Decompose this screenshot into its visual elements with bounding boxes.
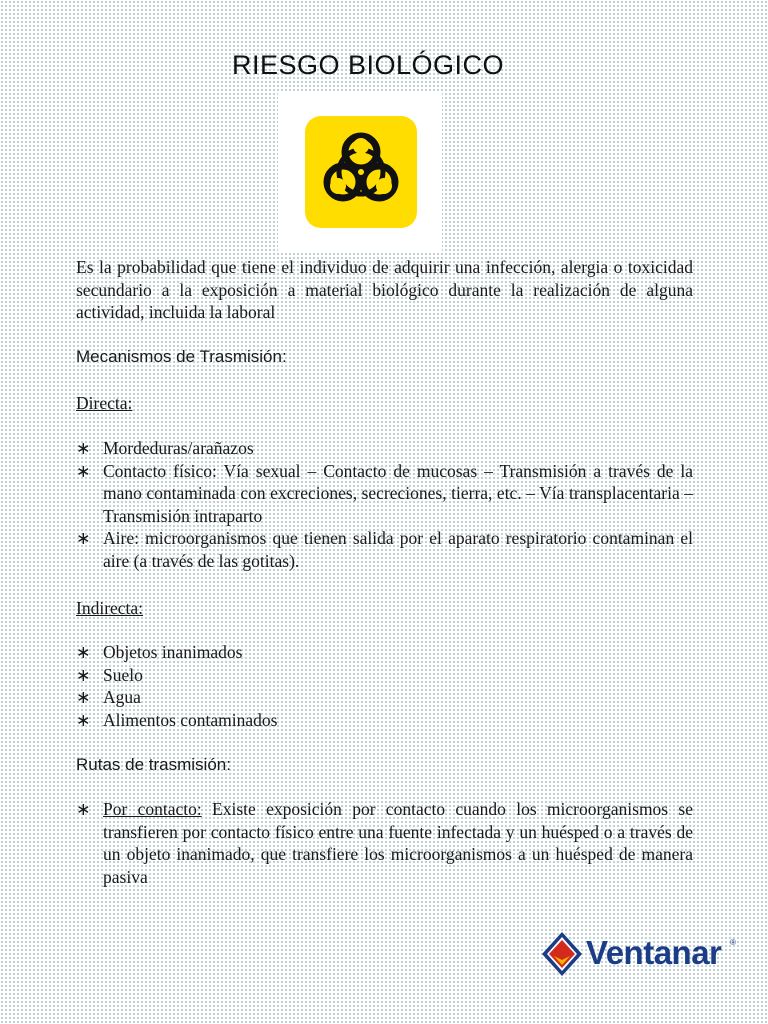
bullet-icon: ∗	[76, 642, 91, 663]
list-item: ∗ Mordeduras/arañazos	[76, 437, 254, 458]
registered-mark: ®	[730, 938, 736, 947]
list-item: ∗ Suelo	[76, 664, 143, 685]
list-item: ∗ Alimentos contaminados	[76, 709, 278, 730]
document-body	[76, 256, 693, 888]
biohazard-icon	[305, 116, 417, 228]
list-item: ∗ Agua	[76, 687, 141, 708]
list-item: ∗ Contacto físico: Vía sexual – Contacto de mucosas – Transmisión a través de la mano contaminada con excreciones, secreciones, tierra, etc. – Vía transplacentaria – Transmisión intraparto	[76, 460, 693, 526]
route-label: Por contacto:	[103, 799, 202, 820]
indirect-list	[76, 641, 693, 731]
ventanar-logo-mark	[540, 930, 584, 978]
list-item: ∗ Aire: microorganismos que tienen salida por el aparato respiratorio contaminan el aire (a través de las gotitas).	[76, 528, 693, 571]
hazard-image	[278, 92, 442, 252]
ventanar-logo	[540, 930, 740, 980]
bullet-icon: ∗	[76, 460, 91, 481]
list-item	[76, 798, 693, 888]
routes-list	[76, 798, 693, 888]
indirect-label: Indirecta:	[76, 597, 144, 618]
page-title: RIESGO BIOLÓGICO	[231, 50, 505, 80]
routes-heading: Rutas de trasmisión:	[76, 754, 231, 774]
intro-paragraph: Es la probabilidad que tiene el individuo de adquirir una infección, alergia o toxicidad secundario a la exposición a material biológico durante la realización de alguna actividad, incluida la laboral	[76, 257, 693, 323]
bullet-icon: ∗	[76, 437, 91, 458]
logo-text: Ventanar	[586, 934, 722, 971]
bullet-icon: ∗	[76, 799, 91, 820]
direct-label: Directa:	[76, 393, 133, 414]
bullet-icon: ∗	[76, 709, 91, 730]
bullet-icon: ∗	[76, 687, 91, 708]
bullet-icon: ∗	[76, 664, 91, 685]
route-text: Existe exposición por contacto cuando los microorganismos se transfieren por contacto físico entre una fuente infectada y un huésped o a través de un objeto inanimado, que transfiere los microorganismos a un huésped de manera pasiva	[103, 799, 693, 887]
list-item: ∗ Objetos inanimados	[76, 642, 243, 663]
direct-list	[76, 437, 693, 573]
mechanisms-heading: Mecanismos de Trasmisión:	[76, 346, 287, 366]
bullet-icon: ∗	[76, 528, 91, 549]
